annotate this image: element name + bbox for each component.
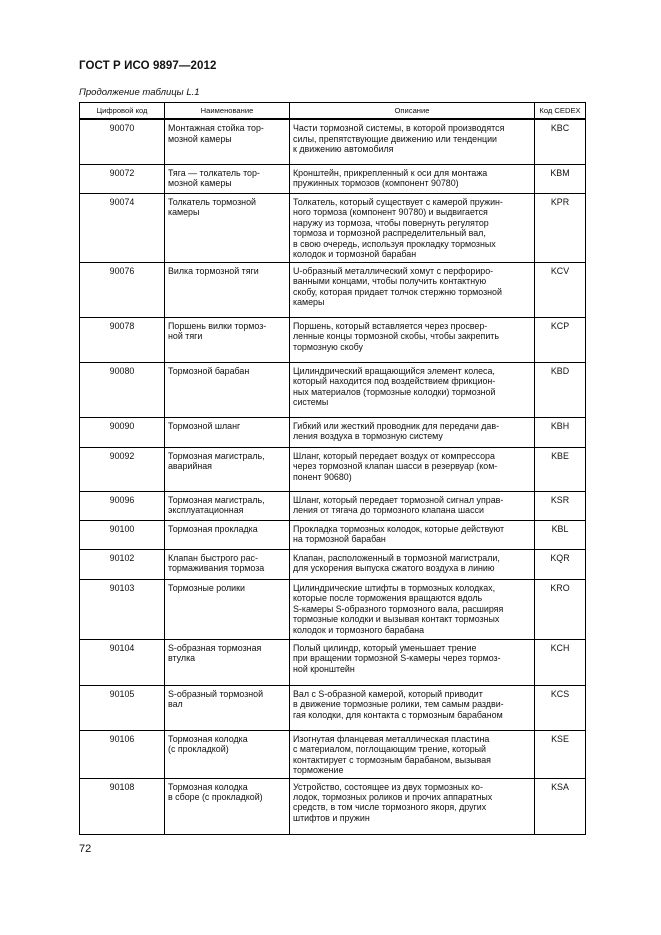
table-row [80, 520, 586, 549]
cell-cedex: KSA [535, 778, 586, 834]
cell-code: 90108 [80, 778, 165, 834]
cell-code: 90105 [80, 685, 165, 730]
cell-name: Вилка тормозной тяги [165, 262, 290, 317]
table-row [80, 685, 586, 730]
cell-name: Тормозные ролики [165, 579, 290, 639]
cell-name: Тормозной шланг [165, 417, 290, 447]
column-header-code: Цифровой код [80, 103, 165, 120]
table-row [80, 730, 586, 778]
cell-description: Устройство, состоящее из двух тормозных ко- лодок, тормозных роликов и прочих аппаратных средств, в том числе тормозного якоря, других штифтов и пружин [290, 778, 535, 834]
cell-cedex: KCV [535, 262, 586, 317]
table-row [80, 639, 586, 685]
cell-description: Полый цилиндр, который уменьшает трение при вращении тормозной S-камеры через тормоз- ной кронштейн [290, 639, 535, 685]
table-row [80, 119, 586, 164]
cell-name: Тормозной барабан [165, 362, 290, 417]
cell-description: Цилиндрические штифты в тормозных колодках, которые после торможения вращаются вдоль S-камеры S-образного тормозного вала, расширяя тормозные колодки и вызывая контакт тормозных колодок и тормозного барабана [290, 579, 535, 639]
cell-cedex: KSE [535, 730, 586, 778]
table-row [80, 417, 586, 447]
cell-cedex: KRO [535, 579, 586, 639]
cell-name: Поршень вилки тормоз- ной тяги [165, 317, 290, 362]
cell-cedex: KBL [535, 520, 586, 549]
table-row [80, 447, 586, 491]
cell-code: 90096 [80, 491, 165, 520]
cell-description: Части тормозной системы, в которой производятся силы, препятствующие движению или тенденции к движению автомобиля [290, 119, 535, 164]
cell-code: 90072 [80, 164, 165, 193]
cell-cedex: KCP [535, 317, 586, 362]
cell-description: Прокладка тормозных колодок, которые действуют на тормозной барабан [290, 520, 535, 549]
column-header-description: Описание [290, 103, 535, 120]
cell-cedex: KCH [535, 639, 586, 685]
cell-description: Кронштейн, прикрепленный к оси для монтажа пружинных тормозов (компонент 90780) [290, 164, 535, 193]
table-row [80, 491, 586, 520]
table-header-row [80, 103, 586, 120]
cell-cedex: KBC [535, 119, 586, 164]
cell-name: Тормозная магистраль, эксплуатационная [165, 491, 290, 520]
cell-cedex: KCS [535, 685, 586, 730]
cell-description: Вал с S-образной камерой, который приводит в движение тормозные ролики, тем самым раздви- гая колодки, для контакта с тормозным барабаном [290, 685, 535, 730]
cell-code: 90092 [80, 447, 165, 491]
cell-name: Тяга — толкатель тор- мозной камеры [165, 164, 290, 193]
cell-cedex: KPR [535, 193, 586, 262]
cell-code: 90100 [80, 520, 165, 549]
cell-name: S-образная тормозная втулка [165, 639, 290, 685]
column-header-name: Наименование [165, 103, 290, 120]
table-row [80, 317, 586, 362]
cell-name: Тормозная колодка в сборе (с прокладкой) [165, 778, 290, 834]
cell-cedex: KBH [535, 417, 586, 447]
cell-code: 90103 [80, 579, 165, 639]
definitions-table [79, 102, 586, 835]
cell-description: Шланг, который передает тормозной сигнал управ- ления от тягача до тормозного клапана шасси [290, 491, 535, 520]
cell-description: U-образный металлический хомут с перфориро- ванными концами, чтобы получить контактную скобу, которая придает толчок стержню тормозной камеры [290, 262, 535, 317]
cell-name: Тормозная колодка (с прокладкой) [165, 730, 290, 778]
cell-code: 90106 [80, 730, 165, 778]
cell-description: Клапан, расположенный в тормозной магистрали, для ускорения выпуска сжатого воздуха в линию [290, 549, 535, 579]
cell-cedex: KSR [535, 491, 586, 520]
cell-description: Изогнутая фланцевая металлическая пластина с материалом, поглощающим трение, который контактирует с тормозным барабаном, вызывая торможение [290, 730, 535, 778]
table-row [80, 193, 586, 262]
cell-name: Монтажная стойка тор- мозной камеры [165, 119, 290, 164]
table-row [80, 164, 586, 193]
cell-cedex: KQR [535, 549, 586, 579]
cell-code: 90078 [80, 317, 165, 362]
cell-description: Поршень, который вставляется через просвер- ленные концы тормозной скобы, чтобы закрепить тормозную скобу [290, 317, 535, 362]
cell-code: 90070 [80, 119, 165, 164]
cell-cedex: KBM [535, 164, 586, 193]
cell-name: Тормозная магистраль, аварийная [165, 447, 290, 491]
table-row [80, 362, 586, 417]
cell-cedex: KBE [535, 447, 586, 491]
cell-code: 90074 [80, 193, 165, 262]
cell-description: Гибкий или жесткий проводник для передачи дав- ления воздуха в тормозную систему [290, 417, 535, 447]
table-row [80, 549, 586, 579]
table-row [80, 579, 586, 639]
cell-description: Толкатель, который существует с камерой пружин- ного тормоза (компонент 90780) и выдвигается наружу из тормоза, чтобы повернуть регулятор тормоза и тормозной распределительный вал, в свою очередь, используя прокладку тормозных колодок и тормозной барабан [290, 193, 535, 262]
cell-cedex: KBD [535, 362, 586, 417]
cell-description: Цилиндрический вращающийся элемент колеса, который находится под воздействием фрикцион- ных материалов (тормозные колодки) тормозной системы [290, 362, 535, 417]
table-row [80, 778, 586, 834]
table-body [80, 119, 586, 834]
cell-code: 90080 [80, 362, 165, 417]
cell-code: 90076 [80, 262, 165, 317]
cell-name: S-образный тормозной вал [165, 685, 290, 730]
cell-name: Клапан быстрого рас- тормаживания тормоза [165, 549, 290, 579]
cell-code: 90102 [80, 549, 165, 579]
table-caption: Продолжение таблицы L.1 [79, 87, 200, 98]
cell-name: Толкатель тормозной камеры [165, 193, 290, 262]
table-row [80, 262, 586, 317]
column-header-cedex: Код CEDEX [535, 103, 586, 120]
page-number: 72 [79, 843, 92, 855]
cell-description: Шланг, который передает воздух от компрессора через тормозной клапан шасси в резервуар (ком- понент 90680) [290, 447, 535, 491]
cell-name: Тормозная прокладка [165, 520, 290, 549]
document-header: ГОСТ Р ИСО 9897—2012 [79, 60, 217, 72]
cell-code: 90090 [80, 417, 165, 447]
cell-code: 90104 [80, 639, 165, 685]
